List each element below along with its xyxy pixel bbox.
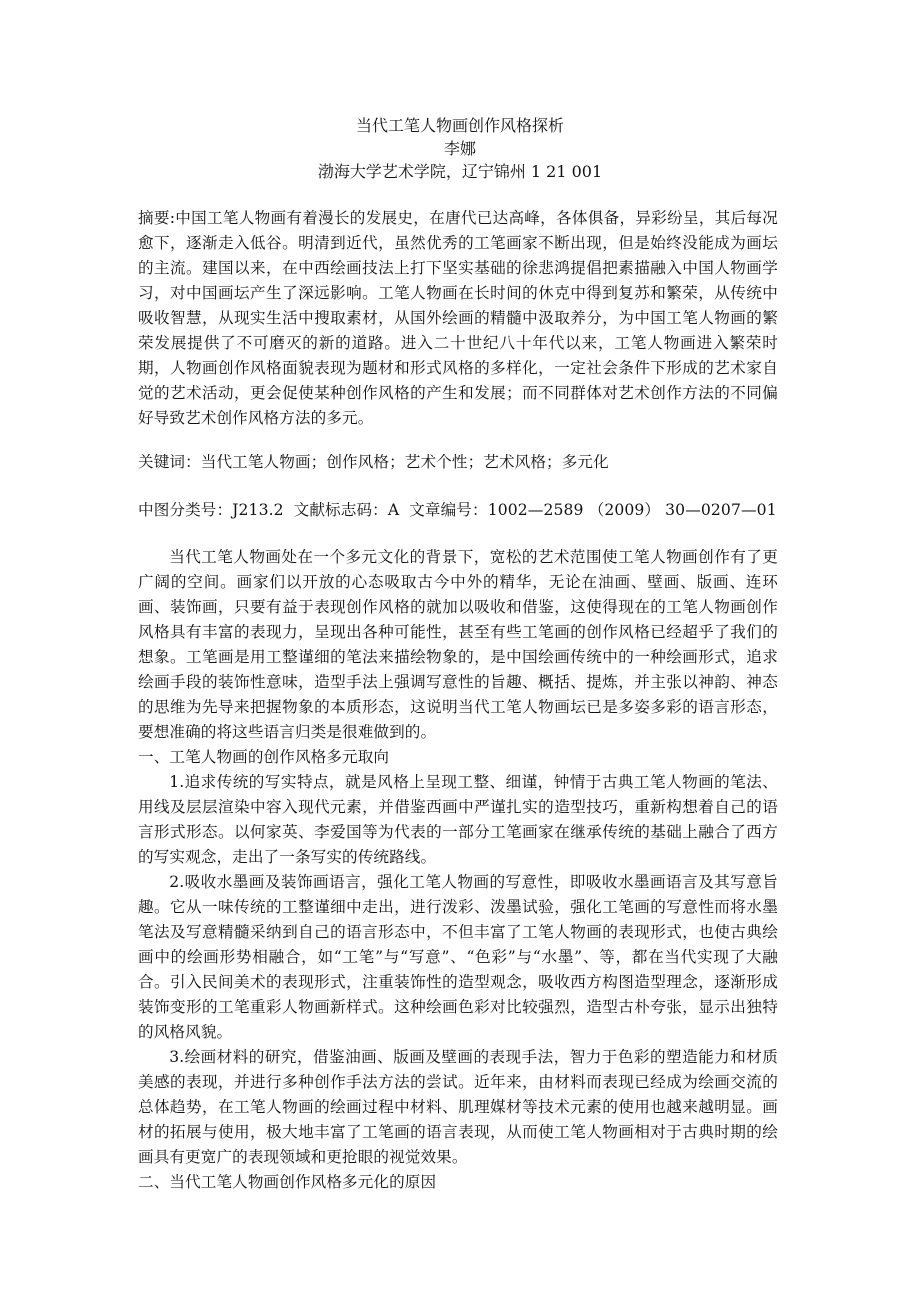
list-item-1: 1.追求传统的写实特点，就是风格上呈现工整、细谨，钟情于古典工笔人物画的笔法、用线及层层渲染中容入现代元素，并借鉴西画中严谨扎实的造型技巧，重新构想着自己的语言形式形态。以何家英、李爱国等为代表的一部分工笔画家在继承传统的基础上融合了西方的写实观念，走出了一条写实的传统路线。 — [138, 773, 778, 866]
clc-value: J213.2 — [232, 501, 284, 519]
main-body — [138, 545, 778, 1195]
abstract-paragraph — [138, 206, 778, 431]
paper-title: 当代工笔人物画创作风格探析 — [355, 116, 564, 135]
abstract-label: 摘要: — [138, 209, 176, 227]
abstract — [138, 206, 778, 431]
clc-label: 中图分类号： — [138, 501, 233, 519]
abstract-text: 中国工笔人物画有着漫长的发展史，在唐代已达高峰，各体俱备，异彩纷呈，其后每况愈下，逐渐走入低谷。明清到近代，虽然优秀的工笔画家不断出现，但是始终没能成为画坛的主流。建国以来，在中西绘画技法上打下坚实基础的徐悲鸿提倡把素描融入中国人物画学习，对中国画坛产生了深远影响。工笔人物画在长时间的休克中得到复苏和繁荣，从传统中吸收智慧，从现实生活中搜取素材，从国外绘画的精髓中汲取养分，为中国工笔人物画的繁荣发展提供了不可磨灭的新的道路。进入二十世纪八十年代以来，工笔人物画进入繁荣时期，人物画创作风格面貌表现为题材和形式风格的多样化，一定社会条件下形成的艺术家自觉的艺术活动，更会促使某种创作风格的产生和发展；而不同群体对艺术创作方法的不同偏好导致艺术创作风格方法的多元。 — [138, 209, 778, 427]
section-heading-1: 一、工笔人物画的创作风格多元取向 — [138, 748, 390, 766]
doc-code-value: A — [387, 501, 400, 519]
author-affiliation: 渤海大学艺术学院，辽宁锦州 1 21 001 — [317, 162, 603, 181]
intro-paragraph: 当代工笔人物画处在一个多元文化的背景下，宽松的艺术范围使工笔人物画创作有了更广阔的空间。画家们以开放的心态吸取古今中外的精华，无论在油画、壁画、版画、连环画、装饰画，只要有益于表现创作风格的就加以吸收和借鉴，这使得现在的工笔人物画创作风格具有丰富的表现力，呈现出各种可能性，甚至有些工笔画的创作风格已经超乎了我们的想象。工笔画是用工整谨细的笔法来描绘物象的，是中国绘画传统中的一种绘画形式，追求绘画手段的装饰性意味，造型手法上强调写意性的旨趣、概括、提炼，并主张以神韵、神态的思维为先导来把握物象的本质形态，这说明当代工笔人物画坛已是多姿多彩的语言形态，要想准确的将这些语言归类是很难做到的。 — [138, 548, 778, 741]
article-number-value: 1002—2589 （2009） 30—0207—01 — [487, 501, 777, 519]
doc-code-label: 文献标志码： — [293, 501, 388, 519]
author-name: 李娜 — [443, 139, 476, 158]
classification-paragraph — [138, 498, 778, 523]
list-item-3: 3.绘画材料的研究，借鉴油画、版画及壁画的表现手法，智力于色彩的塑造能力和材质美感的表现，并进行多种创作手法方法的尝试。近年来，由材料而表现已经成为绘画交流的总体趋势，在工笔人物画的绘画过程中材料、肌理媒材等技术元素的使用也越来越明显。画材的拓展与使用，极大地丰富了工笔画的语言表现，从而使工笔人物画相对于古典时期的绘画具有更宽广的表现领域和更抢眼的视觉效果。 — [138, 1048, 778, 1166]
keywords-paragraph — [138, 450, 778, 475]
keywords-label: 关键词： — [138, 453, 201, 471]
keywords-text: 当代工笔人物画；创作风格；艺术个性；艺术风格；多元化 — [200, 453, 609, 471]
section-heading-2: 二、当代工笔人物画创作风格多元化的原因 — [138, 1173, 437, 1191]
article-number-label: 文章编号： — [409, 501, 488, 519]
list-item-2: 2.吸收水墨画及装饰画语言，强化工笔人物画的写意性，即吸收水墨画语言及其写意旨趣。它从一味传统的工整谨细中走出，进行泼彩、泼墨试验，强化工笔画的写意性而将水墨笔法及写意精髓采纳到自己的语言形态中，不但丰富了工笔人物画的表现形式，也使古典绘画中的绘画形势相融合，如“工笔”与“写意”、“色彩”与“水墨”、等，都在当代实现了大融合。引入民间美术的表现形式，注重装饰性的造型观念，吸收西方构图造型理念，逐渐形成装饰变形的工笔重彩人物画新样式。这种绘画色彩对比较强烈，造型古朴夸张，显示出独特的风格风貌。 — [138, 873, 778, 1041]
keywords — [138, 450, 778, 475]
classification-line — [138, 498, 778, 523]
